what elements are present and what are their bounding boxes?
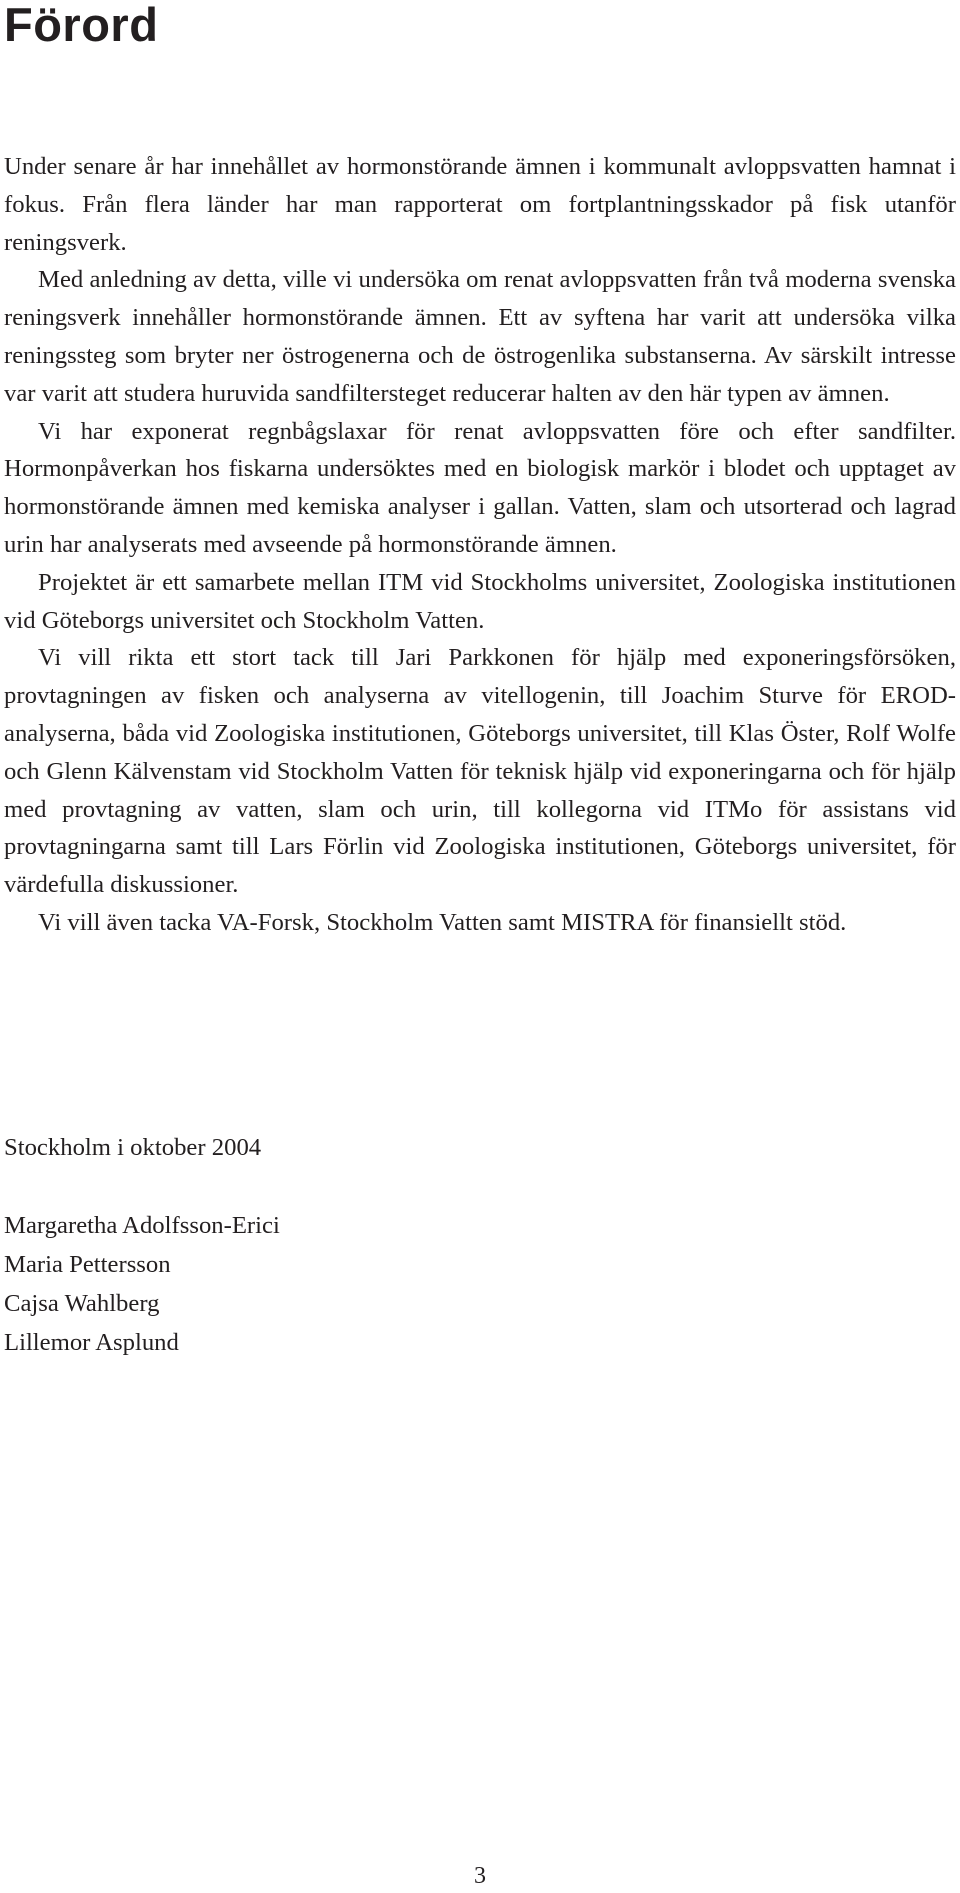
signature-name: Cajsa Wahlberg	[4, 1290, 160, 1317]
place-date: Stockholm i oktober 2004	[4, 1134, 262, 1161]
paragraph-5: Vi vill rikta ett stort tack till Jari Parkkonen för hjälp med exponeringsförsöken, provtagningen av fisken och analyserna av vitellogenin, till Joachim Sturve för EROD-analyserna, båda vid Zoologiska institutionen, Göteborgs universitet, till Klas Öster, Rolf Wolfe och Glenn Kälvenstam vid Stockholm Vatten för teknisk hjälp vid exponeringarna och för hjälp med provtagning av vatten, slam och urin, till kollegorna vid ITMo för assistans vid provtagningarna samt till Lars Förlin vid Zoologiska institutionen, Göteborgs universitet, för värdefulla diskussioner.	[4, 644, 956, 899]
signature-name: Maria Pettersson	[4, 1251, 171, 1278]
signature-name: Margaretha Adolfsson-Erici	[4, 1212, 280, 1239]
preface-body	[4, 148, 956, 942]
paragraph-2: Med anledning av detta, ville vi undersöka om renat avloppsvatten från två moderna svenska reningsverk innehåller hormonstörande ämnen. Ett av syftena har varit att undersöka vilka reningssteg som bryter ner östrogenerna och de östrogenlika substanserna. Av särskilt intresse var varit att studera huruvida sandfiltersteget reducerar halten av den här typen av ämnen.	[4, 266, 956, 407]
paragraph-4: Projektet är ett samarbete mellan ITM vid Stockholms universitet, Zoologiska institutionen vid Göteborgs universitet och Stockholm Vatten.	[4, 568, 956, 634]
paragraph-3: Vi har exponerat regnbågslaxar för renat avloppsvatten före och efter sandfilter. Hormonpåverkan hos fiskarna undersöktes med en biologisk markör i blodet och upptaget av hormonstörande ämnen med kemiska analyser i gallan. Vatten, slam och utsorterad och lagrad urin har analyserats med avseende på hormonstörande ämnen.	[4, 417, 956, 558]
signature-name: Lillemor Asplund	[4, 1329, 179, 1356]
paragraph-1: Under senare år har innehållet av hormonstörande ämnen i kommunalt avloppsvatten hamnat i fokus. Från flera länder har man rapporterat om fortplantningsskador på fisk utanför reningsverk.	[4, 153, 956, 256]
signature-list	[4, 1206, 904, 1362]
page-title: Förord	[4, 0, 159, 51]
paragraph-6: Vi vill även tacka VA-Forsk, Stockholm Vatten samt MISTRA för finansiellt stöd.	[38, 908, 847, 936]
page-number: 3	[474, 1863, 486, 1889]
